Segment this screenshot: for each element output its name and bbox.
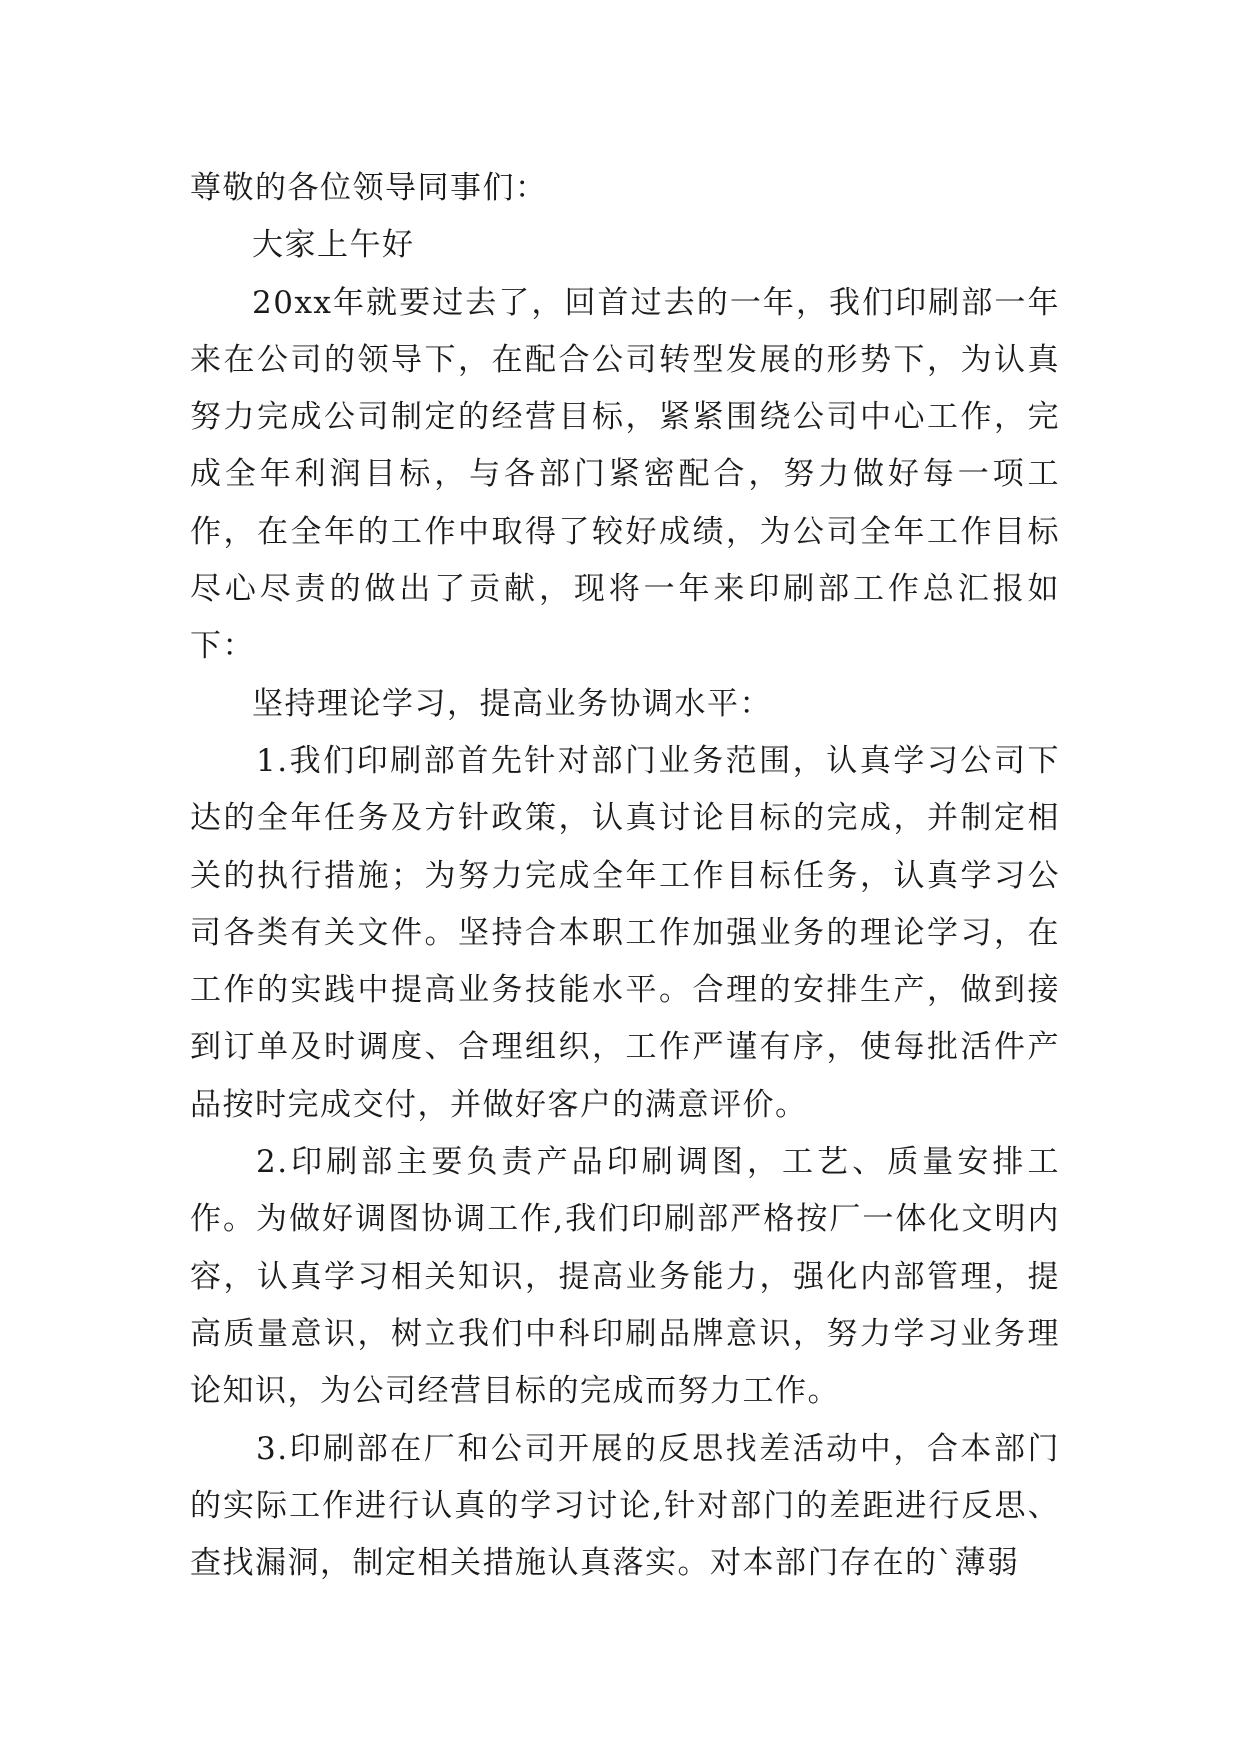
paragraph-item-3: 3.印刷部在厂和公司开展的反思找差活动中，合本部门的实际工作进行认真的学习讨论,针对部门的差距进行反思、查找漏洞，制定相关措施认真落实。对本部门存在的`薄弱 (190, 1430, 1060, 1582)
paragraph-intro: 20xx年就要过去了，回首过去的一年，我们印刷部一年来在公司的领导下，在配合公司转型发展的形势下，为认真努力完成公司制定的经营目标，紧紧围绕公司中心工作，完成全年利润目标，与各部门紧密配合，努力做好每一项工作，在全年的工作中取得了较好成绩，为公司全年工作目标尽心尽责的做出了贡献，现将一年来印刷部工作总汇报如下： (190, 284, 1060, 665)
paragraph-item-2: 2.印刷部主要负责产品印刷调图，工艺、质量安排工作。为做好调图协调工作,我们印刷部严格按厂一体化文明内容，认真学习相关知识，提高业务能力，强化内部管理，提高质量意识，树立我们中科印刷品牌意识，努力学习业务理论知识，为公司经营目标的完成而努力工作。 (190, 1144, 1060, 1410)
paragraph-item-1: 1.我们印刷部首先针对部门业务范围，认真学习公司下达的全年任务及方针政策，认真讨论目标的完成，并制定相关的执行措施；为努力完成全年工作目标任务，认真学习公司各类有关文件。坚持合本职工作加强业务的理论学习，在工作的实践中提高业务技能水平。合理的安排生产，做到接到订单及时调度、合理组织，工作严谨有序，使每批活件产品按时完成交付，并做好客户的满意评价。 (190, 742, 1060, 1123)
salutation: 尊敬的各位领导同事们： (190, 170, 548, 206)
document-body (190, 160, 1060, 1592)
greeting: 大家上午好 (252, 227, 415, 264)
section-heading: 坚持理论学习，提高业务协调水平： (252, 685, 772, 722)
